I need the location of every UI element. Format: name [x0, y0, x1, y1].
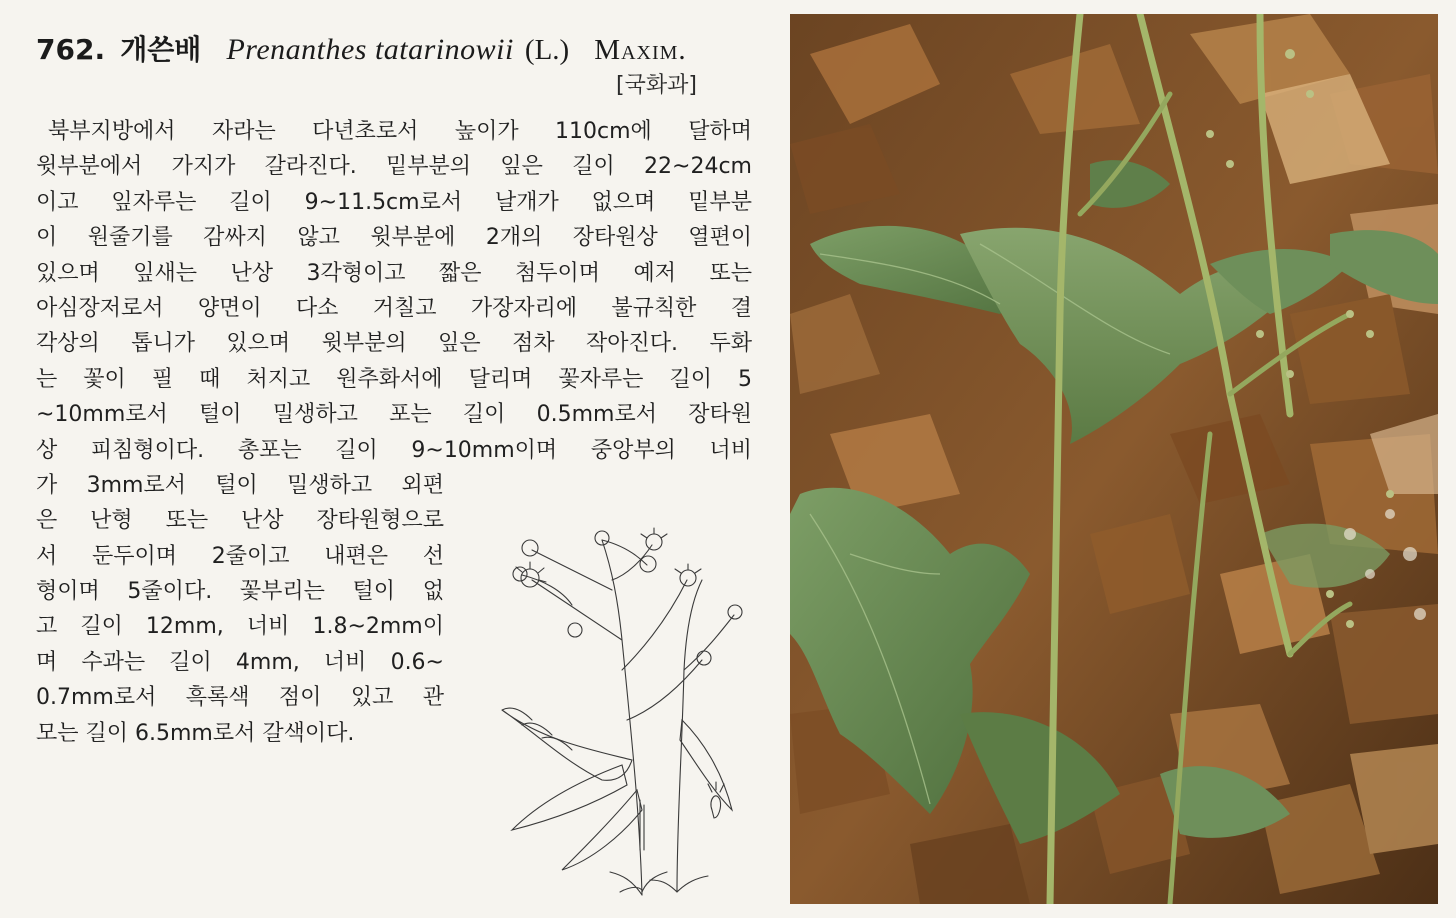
author-parenthetical: (L.) [524, 34, 570, 66]
description-line: 있으며 잎새는 난상 3각형이고 짧은 첨두이며 예저 또는 [36, 260, 752, 286]
description-line: 상 피침형이다. 총포는 길이 9~10mm이며 중앙부의 너비 [36, 437, 752, 463]
entry-heading [36, 28, 756, 68]
family-name: [국화과] [616, 73, 697, 98]
description-line: 는 꽃이 필 때 처지고 원추화서에 달리며 꽃자루는 길이 5 [36, 366, 752, 392]
plant-photo [790, 14, 1438, 904]
entry-number: 762. [36, 33, 106, 66]
description-line: 북부지방에서 자라는 다년초로서 높이가 110cm에 달하며 [48, 119, 752, 144]
description-line: 가 3mm로서 털이 밀생하고 외편 [36, 472, 444, 498]
description-line: 각상의 톱니가 있으며 윗부분의 잎은 점차 작아진다. 두화 [36, 331, 752, 357]
botanical-sketch [472, 520, 758, 898]
author-name: Maxim. [594, 34, 687, 66]
description-line: 아심장저로서 양면이 다소 거칠고 가장자리에 불규칙한 결 [36, 295, 752, 321]
description-line: 형이며 5줄이다. 꽃부리는 털이 없 [36, 579, 444, 605]
description-line: 이 원줄기를 감싸지 않고 윗부분에 2개의 장타원상 열편이 [36, 225, 752, 251]
description-line: 고 길이 12mm, 너비 1.8~2mm이 [36, 614, 444, 640]
korean-name: 개쓴배 [120, 33, 202, 66]
description-line: 은 난형 또는 난상 장타원형으로 [36, 508, 444, 534]
description-line: 0.7mm로서 흑록색 점이 있고 관 [36, 685, 444, 711]
description-line: 이고 잎자루는 길이 9~11.5cm로서 날개가 없으며 밑부분 [36, 189, 752, 215]
description-line: 며 수과는 길이 4mm, 너비 0.6~ [36, 649, 444, 675]
description-line: 서 둔두이며 2줄이고 내편은 선 [36, 543, 444, 569]
scientific-name: Prenanthes tatarinowii [226, 33, 514, 66]
description-line: 윗부분에서 가지가 갈라진다. 밑부분의 잎은 길이 22~24cm [36, 154, 752, 180]
description-line: 모는 길이 6.5mm로서 갈색이다. [36, 720, 355, 746]
description-line: ~10mm로서 털이 밀생하고 포는 길이 0.5mm로서 장타원 [36, 402, 752, 428]
